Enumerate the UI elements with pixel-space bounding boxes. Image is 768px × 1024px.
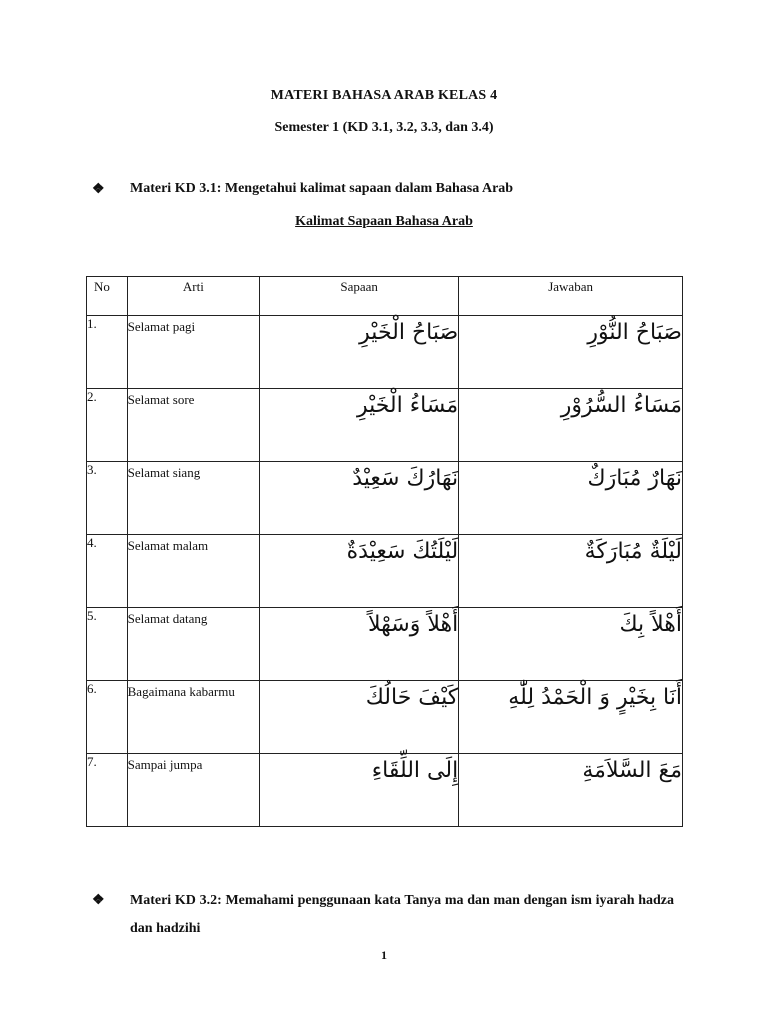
table-row [87, 608, 683, 681]
header-arti: Arti [127, 277, 259, 316]
row-arti: Selamat sore [127, 389, 259, 462]
diamond-bullet-icon: ❖ [92, 182, 105, 197]
greeting-table [86, 276, 683, 827]
table-row [87, 462, 683, 535]
row-arti: Selamat siang [127, 462, 259, 535]
header-sapaan: Sapaan [260, 277, 459, 316]
row-sapaan: أَهْلاً وَسَهْلاً [260, 608, 459, 681]
row-number: 3. [87, 462, 128, 535]
document-subtitle: Semester 1 (KD 3.1, 3.2, 3.3, dan 3.4) [274, 120, 494, 135]
row-arti: Selamat datang [127, 608, 259, 681]
row-jawaban: نَهَارٌ مُبَارَكٌ [459, 462, 683, 535]
table-row [87, 535, 683, 608]
section-kd32-heading [92, 887, 674, 943]
diamond-bullet-icon: ❖ [92, 893, 105, 908]
row-number: 1. [87, 316, 128, 389]
row-jawaban: مَعَ السَّلاَمَةِ [459, 754, 683, 827]
table-row [87, 754, 683, 827]
table-row [87, 681, 683, 754]
row-jawaban: أَهْلاً بِكَ [459, 608, 683, 681]
row-jawaban: مَسَاءُ السُّرُوْرِ [459, 389, 683, 462]
row-sapaan: لَيْلَتُكَ سَعِيْدَةٌ [260, 535, 459, 608]
row-sapaan: صَبَاحُ الْخَيْرِ [260, 316, 459, 389]
row-arti: Selamat malam [127, 535, 259, 608]
row-number: 4. [87, 535, 128, 608]
table-row [87, 316, 683, 389]
row-arti: Sampai jumpa [127, 754, 259, 827]
row-jawaban: صَبَاحُ النُّوْرِ [459, 316, 683, 389]
row-sapaan: نَهَارُكَ سَعِيْدٌ [260, 462, 459, 535]
table-row [87, 389, 683, 462]
row-sapaan: إِلَى اللِّقَاءِ [260, 754, 459, 827]
page-number: 1 [381, 948, 387, 962]
row-arti: Bagaimana kabarmu [127, 681, 259, 754]
table-caption: Kalimat Sapaan Bahasa Arab [295, 214, 473, 229]
row-sapaan: مَسَاءُ الْخَيْرِ [260, 389, 459, 462]
row-number: 6. [87, 681, 128, 754]
table-header-row [87, 277, 683, 316]
row-number: 2. [87, 389, 128, 462]
row-sapaan: كَيْفَ حَالُكَ [260, 681, 459, 754]
row-number: 7. [87, 754, 128, 827]
section-kd31-heading [92, 181, 674, 197]
header-jawaban: Jawaban [459, 277, 683, 316]
header-no: No [87, 277, 128, 316]
document-title: MATERI BAHASA ARAB KELAS 4 [270, 88, 498, 103]
row-number: 5. [87, 608, 128, 681]
section-kd32-text: Materi KD 3.2: Memahami penggunaan kata Tanya ma dan man dengan ism iyarah hadza dan hadzihi [130, 893, 674, 936]
row-jawaban: أَنَا بِخَيْرٍ وَ الْحَمْدُ لِلّٰهِ [459, 681, 683, 754]
row-jawaban: لَيْلَةٌ مُبَارَكَةٌ [459, 535, 683, 608]
section-kd31-text: Materi KD 3.1: Mengetahui kalimat sapaan dalam Bahasa Arab [130, 181, 514, 196]
row-arti: Selamat pagi [127, 316, 259, 389]
